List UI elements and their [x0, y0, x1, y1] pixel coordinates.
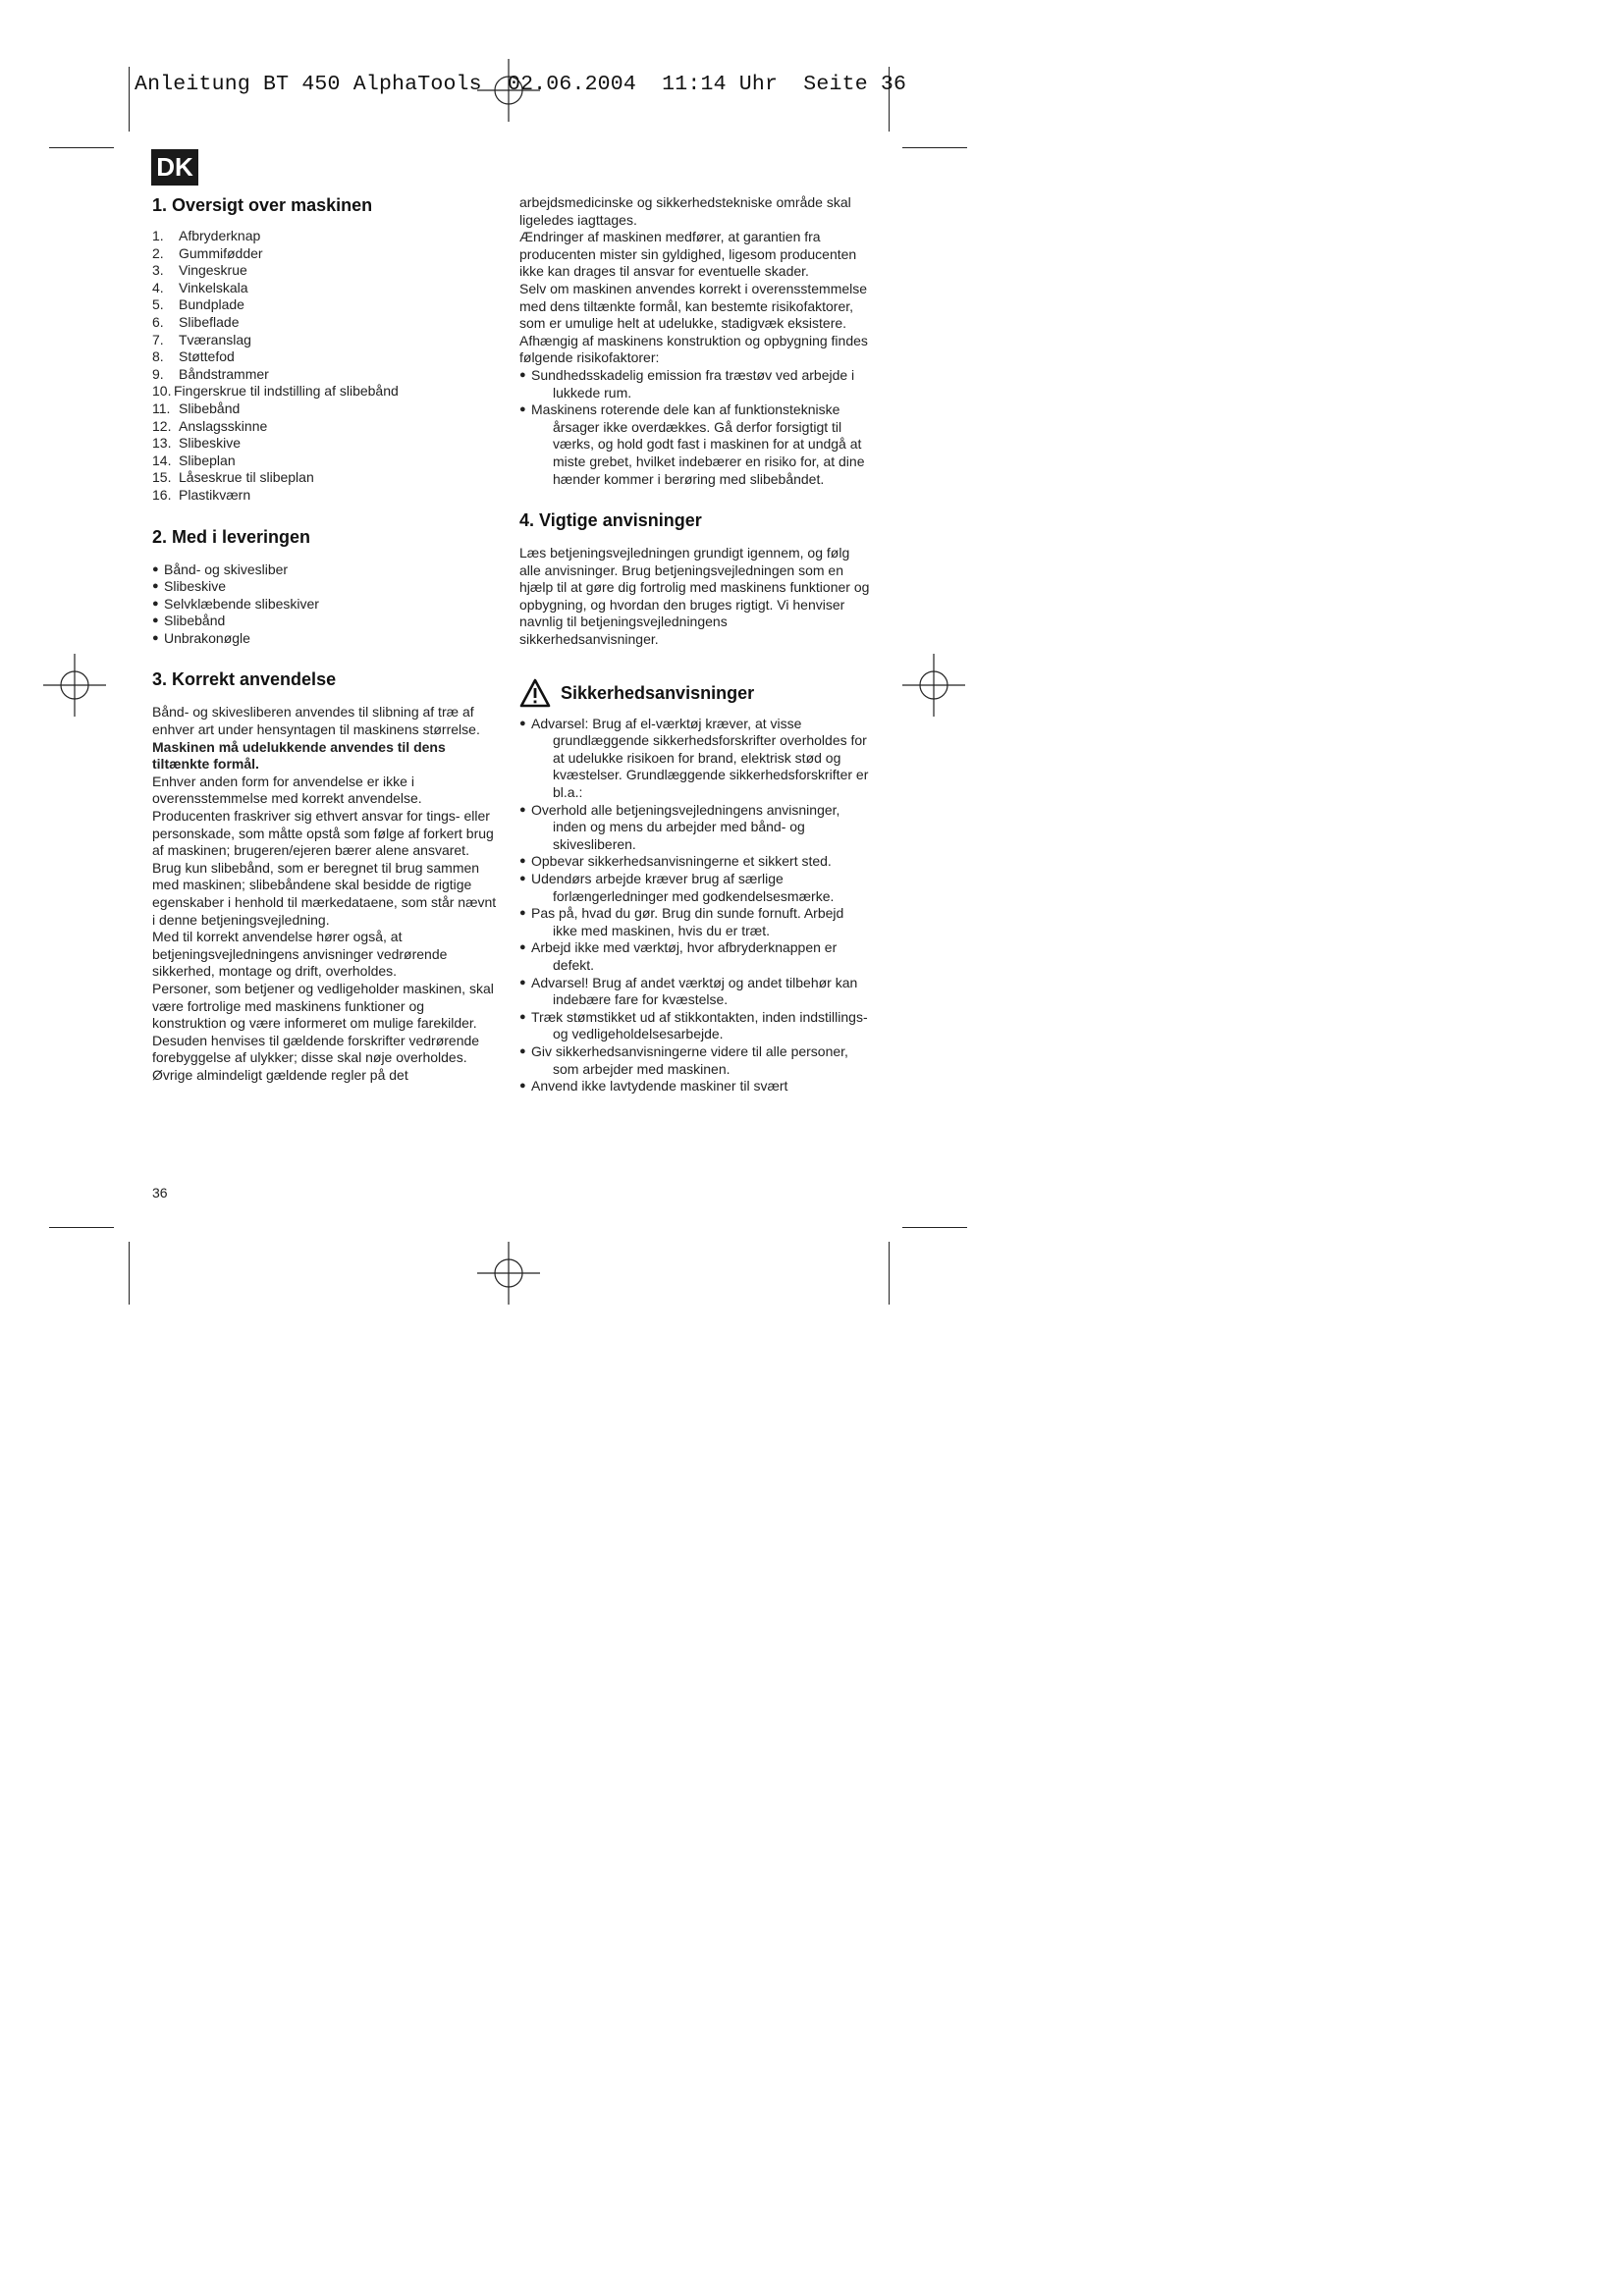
list-item: 3. Vingeskrue — [152, 262, 247, 279]
list-item: ● Pas på, hvad du gør. Brug din sunde fornuft. Arbejd ikke med maskinen, hvis du er træt. — [519, 905, 870, 939]
paragraph: Bånd- og skivesliberen anvendes til slibning af træ af enhver art under hensyntagen til maskinens størrelse. — [152, 704, 480, 738]
crop-mark — [902, 1227, 967, 1228]
list-item: ● Opbevar sikkerhedsanvisningerne et sikkert sted. — [519, 853, 870, 871]
list-item: 6. Slibeflade — [152, 313, 240, 330]
list-item: 11. Slibebånd — [152, 400, 241, 416]
list-item: ● Maskinens roterende dele kan af funktionstekniske årsager ikke overdækkes. Gå derfor forsigtigt til værks, og hold godt fast i maskinen for at undgå at miste grebet, hvilket indebærer en risiko for, at dine hænder kommer i berøring med slibebåndet. — [519, 401, 870, 488]
safety-list — [519, 716, 870, 1095]
list-item: 13. Slibeskive — [152, 435, 242, 452]
section-title: Sikkerhedsanvisninger — [561, 682, 755, 703]
list-item: ● Træk stømstikket ud af stikkontakten, inden indstillings- og vedligeholdelsesarbejde. — [519, 1009, 870, 1043]
list-item: ● Selvklæbende slibeskiver — [152, 596, 501, 614]
paragraph: Med til korrekt anvendelse hører også, at betjeningsvejledningens anvisninger vedrørende sikkerhed, montage og drift, overholdes. — [152, 929, 448, 980]
page-number: 36 — [152, 1185, 168, 1201]
language-badge: DK — [151, 149, 198, 186]
list-item: 4. Vinkelskala — [152, 279, 248, 295]
list-item: 12. Anslagsskinne — [152, 417, 268, 434]
list-item: 5. Bundplade — [152, 296, 244, 313]
paragraph: Øvrige almindeligt gældende regler på det — [152, 1066, 408, 1083]
list-item: ● Slibebånd — [152, 613, 501, 630]
warning-triangle-icon — [519, 678, 551, 708]
list-item: ● Unbrakonøgle — [152, 630, 501, 648]
paragraph: Brug kun slibebånd, som er beregnet til brug sammen med maskinen; slibebåndene skal besidde de rigtige egenskaber i henhold til mærkedataene, som står nævnt i denne betjeningsvejledning. — [152, 859, 497, 928]
list-item: ● Udendørs arbejde kræver brug af særlige forlængerledninger med godkendelsesmærke. — [519, 871, 870, 905]
section-title: 3. Korrekt anvendelse — [152, 669, 337, 690]
paragraph: Selv om maskinen anvendes korrekt i overensstemmelse med dens tiltænkte formål, kan bestemte risikofaktorer, som er umulige helt at udelukke, stadigvæk eksistere. Afhængig af maskinens konstruktion og opbygning findes følgende risikofaktorer: — [519, 280, 868, 366]
safety-heading — [519, 678, 870, 708]
list-item: 9. Båndstrammer — [152, 365, 269, 382]
paragraph: Læs betjeningsvejledningen grundigt igennem, og følg alle anvisninger. Brug betjeningsvejledningen som en hjælp til at gøre dig fortrolig med maskinens funktioner og opbygning, og hvordan den bruges rigtigt. Vi henviser navnlig til betjeningsvejledningens sikkerhedsanvisninger. — [519, 545, 870, 648]
registration-mark-icon — [902, 654, 965, 717]
risk-list — [519, 367, 870, 488]
delivery-list — [152, 561, 501, 648]
section-title: 2. Med i leveringen — [152, 526, 311, 547]
crop-mark — [49, 1227, 114, 1228]
list-item: 8. Støttefod — [152, 348, 235, 365]
print-slug: Anleitung BT 450 AlphaTools 02.06.2004 11:14 Uhr Seite 36 — [135, 73, 907, 96]
paragraph: arbejdsmedicinske og sikkerhedstekniske område skal ligeledes iagttages. — [519, 194, 851, 228]
paragraph: Enhver anden form for anvendelse er ikke i overensstemmelse med korrekt anvendelse. Producenten fraskriver sig ethvert ansvar for tings- eller personskade, som måtte opstå som følge af forkert brug af maskinen; brugeren/ejeren bærer alene ansvaret. — [152, 773, 494, 859]
list-item: 1. Afbryderknap — [152, 228, 261, 243]
list-item: ● Sundhedsskadelig emission fra træstøv ved arbejde i lukkede rum. — [519, 367, 870, 401]
list-item: 14. Slibeplan — [152, 452, 236, 468]
crop-mark — [49, 147, 114, 148]
parts-list — [152, 228, 501, 505]
registration-mark-icon — [43, 654, 106, 717]
list-item: ● Giv sikkerhedsanvisningerne videre til alle personer, som arbejder med maskinen. — [519, 1043, 870, 1078]
paragraph-bold: Maskinen må udelukkende anvendes til dens tiltænkte formål. — [152, 738, 446, 773]
list-item: ● Arbejd ikke med værktøj, hvor afbryderknappen er defekt. — [519, 939, 870, 974]
paragraph: Personer, som betjener og vedligeholder maskinen, skal være fortrolige med maskinens funktioner og konstruktion og være informeret om mulige farekilder. — [152, 980, 494, 1032]
list-item: ● Advarsel: Brug af el-værktøj kræver, at visse grundlæggende sikkerhedsforskrifter overholdes for at udelukke risikoen for brand, elektrisk stød og kvæstelser. Grundlæggende sikkerhedsforskrifter er bl.a.: — [519, 716, 870, 802]
right-column — [519, 194, 870, 1095]
crop-mark — [129, 67, 130, 132]
section-title: 1. Oversigt over maskinen — [152, 195, 373, 215]
crop-mark — [889, 1242, 890, 1305]
list-item: 15. Låseskrue til slibeplan — [152, 469, 314, 486]
crop-mark — [129, 1242, 130, 1305]
list-item: 16. Plastikværn — [152, 486, 251, 503]
left-column — [152, 194, 501, 1085]
list-item: ● Bånd- og skivesliber — [152, 561, 501, 579]
paragraph: Desuden henvises til gældende forskrifter vedrørende forebyggelse af ulykker; disse skal nøje overholdes. — [152, 1032, 480, 1066]
list-item: ● Slibeskive — [152, 578, 501, 596]
section-title: 4. Vigtige anvisninger — [519, 510, 702, 531]
list-item: 2. Gummifødder — [152, 244, 263, 261]
list-item: ● Overhold alle betjeningsvejledningens anvisninger, inden og mens du arbejder med bånd- og skivesliberen. — [519, 802, 870, 854]
paragraph: Ændringer af maskinen medfører, at garantien fra producenten mister sin gyldighed, ligesom producenten ikke kan drages til ansvar for eventuelle skader. — [519, 229, 857, 280]
registration-mark-icon — [477, 1242, 540, 1305]
list-item: ● Advarsel! Brug af andet værktøj og andet tilbehør kan indebære fare for kvæstelse. — [519, 975, 870, 1009]
crop-mark — [902, 147, 967, 148]
list-item: ● Anvend ikke lavtydende maskiner til svært — [519, 1078, 870, 1095]
list-item: 10. Fingerskrue til indstilling af slibebånd — [152, 383, 399, 400]
list-item: 7. Tværanslag — [152, 331, 251, 347]
